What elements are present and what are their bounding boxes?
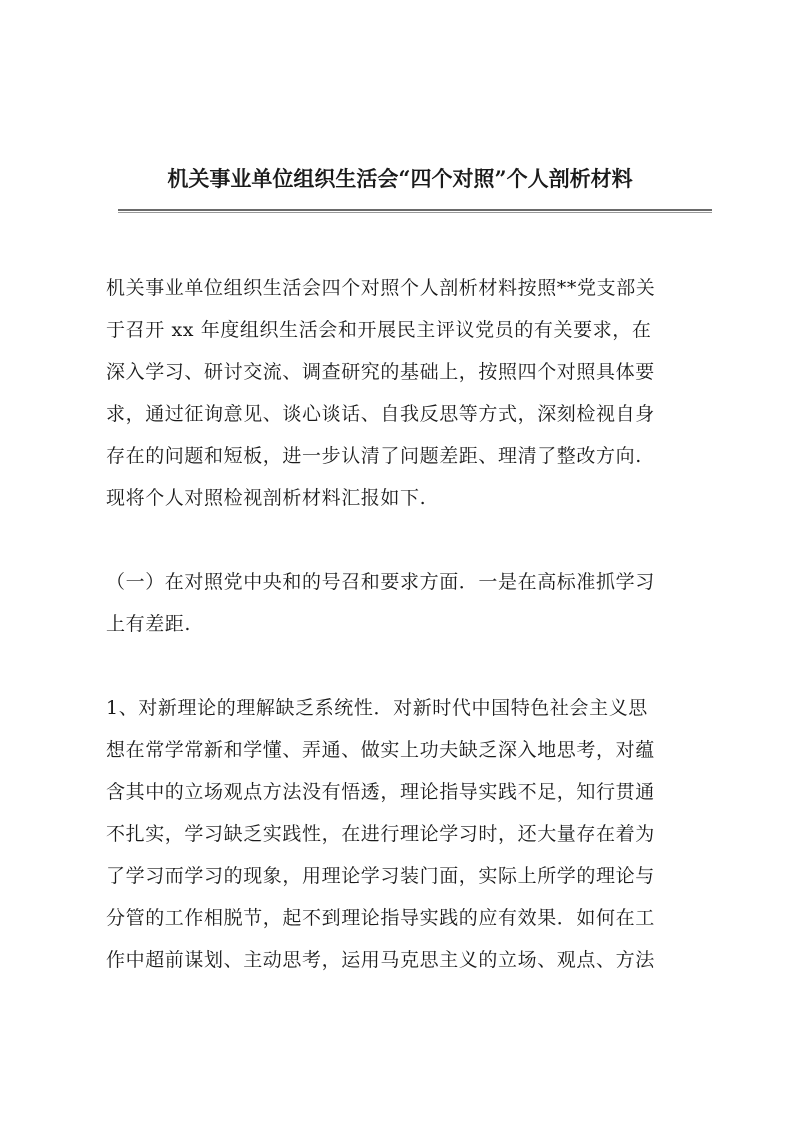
text-line: 分管的工作相脱节，起不到理论指导实践的应有效果．如何在工 [106,907,655,929]
text-line: 上有差距. [106,613,192,635]
title-divider [118,209,712,213]
text-line: 深入学习、研讨交流、调查研究的基础上，按照四个对照具体要 [106,361,655,383]
text-line: 不扎实，学习缺乏实践性，在进行理论学习时，还大量存在着为 [106,823,655,845]
text-line: 了学习而学习的现象，用理论学习装门面，实际上所学的理论与 [106,865,655,887]
text-line: 想在常学常新和学懂、弄通、做实上功夫缺乏深入地思考，对蕴 [106,739,655,761]
text-line: 含其中的立场观点方法没有悟透，理论指导实践不足，知行贯通 [106,781,655,803]
text-line: 求，通过征询意见、谈心谈话、自我反思等方式，深刻检视自身 [106,403,655,425]
document-title: 机关事业单位组织生活会“四个对照”个人剖析材料 [167,166,633,191]
text-line: 存在的问题和短板，进一步认清了问题差距、理清了整改方向. [106,445,642,467]
text-line: 现将个人对照检视剖析材料汇报如下. [106,487,427,509]
text-line: 机关事业单位组织生活会四个对照个人剖析材料按照**党支部关 [106,277,656,299]
text-line: 于召开 xx 年度组织生活会和开展民主评议党员的有关要求，在 [106,319,652,341]
text-line: 作中超前谋划、主动思考，运用马克思主义的立场、观点、方法 [106,949,655,971]
text-line: （一）在对照党中央和的号召和要求方面．一是在高标准抓学习 [106,571,655,593]
text-line: 1、对新理论的理解缺乏系统性．对新时代中国特色社会主义思 [106,697,648,719]
